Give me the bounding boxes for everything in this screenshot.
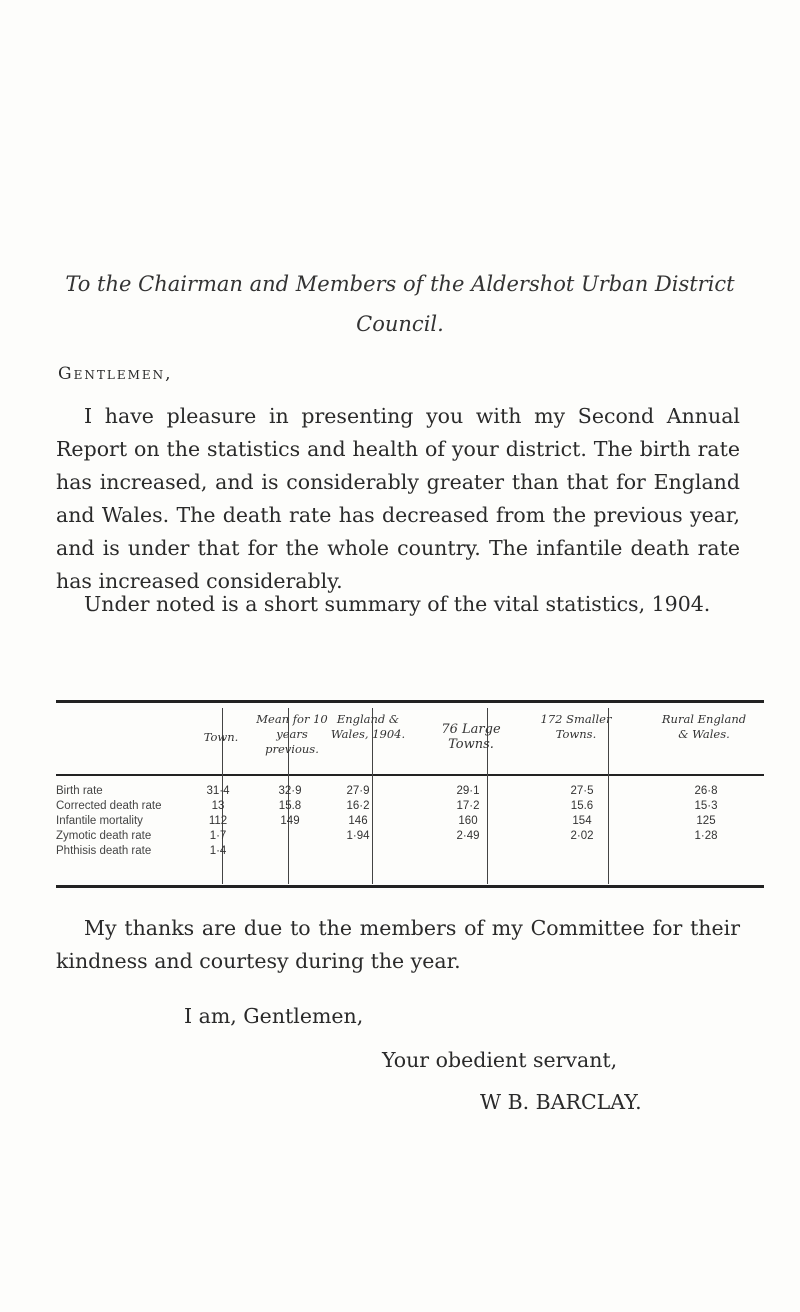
row-label: Phthisis death rate bbox=[56, 845, 152, 857]
column-header-town: Town. bbox=[203, 730, 239, 744]
column-header-england-wales: England & Wales, 1904. bbox=[330, 712, 406, 741]
table-bottom-rule bbox=[56, 885, 764, 888]
table-header-rule bbox=[56, 774, 764, 776]
table-cell: 27·9 16·2 146 1·94 bbox=[346, 785, 370, 842]
table-cell: 26·8 15·3 125 1·28 bbox=[694, 785, 718, 842]
table-cell: 27·5 15.6 154 2·02 bbox=[570, 785, 594, 842]
table-cell: 32·9 15.8 149 bbox=[278, 785, 302, 827]
column-header-ten-year-mean: Mean for 10 years previous. bbox=[256, 712, 328, 756]
letter-title: To the Chairman and Members of the Aldershot Urban District bbox=[65, 272, 735, 296]
signature: W B. BARCLAY. bbox=[480, 1090, 642, 1114]
row-label: Corrected death rate bbox=[56, 800, 162, 812]
summary-paragraph: Under noted is a short summary of the vital statistics, 1904. bbox=[84, 592, 711, 616]
valediction: Your obedient servant, bbox=[382, 1048, 618, 1072]
column-header-smaller-towns: 172 Smaller Towns. bbox=[540, 712, 612, 741]
table-top-rule bbox=[56, 700, 764, 703]
vital-statistics-table bbox=[56, 700, 764, 890]
row-label: Zymotic death rate bbox=[56, 830, 152, 842]
salutation: Gentlemen, bbox=[58, 364, 173, 384]
thanks-paragraph: My thanks are due to the members of my Committee for their kindness and courtesy during the year. bbox=[56, 916, 740, 973]
table-cell: 29·1 17·2 160 2·49 bbox=[456, 785, 480, 842]
row-labels bbox=[56, 784, 161, 859]
closing-line: I am, Gentlemen, bbox=[184, 1004, 364, 1028]
row-label: Infantile mortality bbox=[56, 815, 143, 827]
column-header-rural: Rural England & Wales. bbox=[661, 712, 747, 741]
table-cell: 31·4 13 112 1·7 1·4 bbox=[206, 785, 230, 857]
intro-paragraph: I have pleasure in presenting you with my Second Annual Report on the statistics and health of your district. The birth rate has increased, and is considerably greater than that for England and Wales. The death rate has decreased from the previous year, and is under that for the whole country. The infantile death rate has increased considerably. bbox=[56, 404, 740, 593]
column-header-large-towns: 76 Large Towns. bbox=[441, 722, 501, 752]
letter-title-continued: Council. bbox=[356, 312, 444, 336]
row-label: Birth rate bbox=[56, 785, 103, 797]
